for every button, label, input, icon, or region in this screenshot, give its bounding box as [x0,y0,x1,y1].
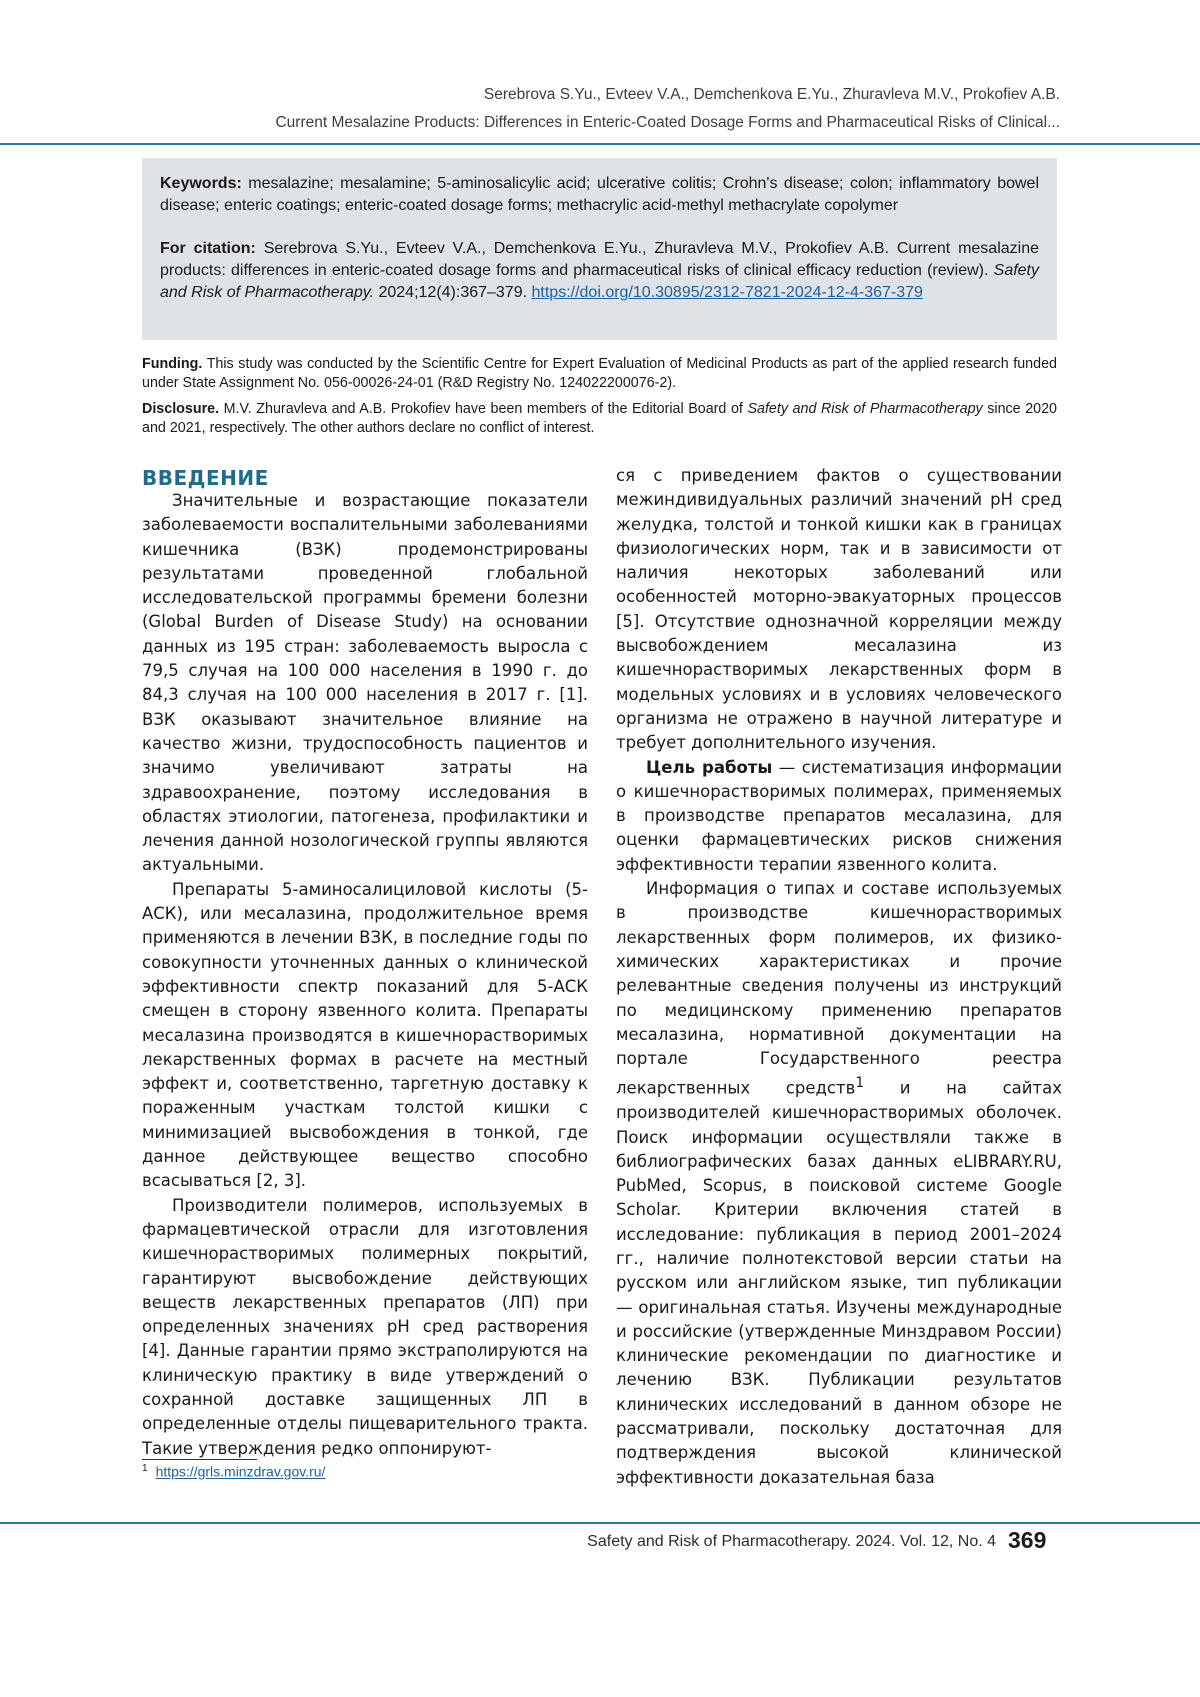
footer-journal: Safety and Risk of Pharmacotherapy. 2024. Vol. 12, No. 4 [587,1533,996,1550]
left-paragraph-1: Значительные и возрастающие показатели заболеваемости воспалительными заболеваниями кишечника (ВЗК) продемонстрированы результатами проведенной глобальной исследовательской программы бремени болезни (Global Burden of Disease Study) на основании данных из 195 стран: заболеваемость выросла с 79,5 случая на 100 000 населения в 1990 г. до 84,3 случая на 100 000 населения в 2017 г. [1]. ВЗК оказывают значительное влияние на качество жизни, трудоспособность пациентов и значимо увеличивают затраты на здравоохранение, поэтому исследования в областях этиологии, патогенеза, профилактики и лечения данной нозологической группы являются актуальными. [142,491,588,875]
disclosure-text-after: since 2020 and 2021, respectively. The other authors declare no conflict of interest. [142,401,1058,436]
right-paragraph-1: ся с приведением фактов о существовании межиндивидуальных различий значений pH сред желудка, толстой и тонкой кишки как в границах физиологических норм, так и в зависимости от наличия некоторых заболеваний или особенностей моторно-эвакуаторных процессов [5]. Отсутствие однозначной корреляции между высвобождением месалазина из кишечнорастворимых лекарственных форм в модельных условиях и в условиях человеческого организма не отражено в научной литературе и требует дополнительного изучения. [616,466,1062,753]
keywords [160,173,1039,217]
header-divider [0,143,1200,145]
citation-label: For citation: [160,240,256,257]
keywords-text: mesalazine; mesalamine; 5-aminosalicylic acid; ulcerative colitis; Crohn's disease; colon; inflammatory bowel disease; enteric coatings; enteric-coated dosage forms; methacrylic acid-methyl methacrylate copolymer [160,175,1039,214]
footnote-link[interactable]: https://grls.minzdrav.gov.ru/ [155,1463,326,1480]
left-paragraph-2: Препараты 5-аминосалициловой кислоты (5-АСК), или месалазина, продолжительное время применяются в лечении ВЗК, в последние годы по совокупности уточненных данных о клинической эффективности спектр показаний для 5-АСК смещен в сторону язвенного колита. Препараты месалазина производятся в кишечнорастворимых лекарственных формах в расчете на местный эффект и, соответственно, таргетную доставку к пораженным участкам толстой кишки с минимизацией высвобождения в тонкой, где данное действующее вещество способно всасываться [2, 3]. [142,879,588,1191]
citation [160,238,1039,304]
aim-label: Цель работы [646,757,773,777]
keywords-citation-box [142,158,1057,340]
methods-text-after: и на сайтах производителей кишечнорастворимых оболочек. Поиск информации осуществляли также в библиографических базах данных eLIBRARY.RU, PubMed, Scopus, в поисковой системе Google Scholar. Критерии включения статей в исследование: публикация в период 2001–2024 гг., наличие полнотекстовой версии статьи на русском или английском языке, тип публикации — оригинальная статья. Изучены международные и российские (утвержденные Минздравом России) клинические рекомендации по диагностике и лечению ВЗК. Публикации результатов клинических исследований в данном обзоре не рассматривали, поскольку достаточная для подтверждения высокой клинической эффективности доказательная база [616,1078,1062,1487]
running-header-authors: Serebrova S.Yu., Evteev V.A., Demchenkova E.Yu., Zhuravleva M.V., Prokofiev A.B. [483,86,1060,103]
disclosure-text-before: M.V. Zhuravleva and A.B. Prokofiev have been members of the Editorial Board of [219,401,748,417]
page-number: 369 [1008,1527,1047,1553]
disclosure-label: Disclosure. [142,401,220,417]
methods-text-before: Информация о типах и составе используемых в производстве кишечнорастворимых лекарственных форм полимеров, их физико-химических характеристиках и прочие релевантные сведения получены из инструкций по медицинскому применению препаратов месалазина, нормативной документации на портале Государственного реестра лекарственных средств [616,879,1062,1098]
disclosure-block [142,400,1057,438]
citation-details: 2024;12(4):367–379. [374,284,532,301]
citation-text: Serebrova S.Yu., Evteev V.A., Demchenkova E.Yu., Zhuravleva M.V., Prokofiev A.B. Current mesalazine products: differences in enteric-coated dosage forms and pharmaceutical risks of clinical efficacy reduction (review). [160,240,1040,279]
disclosure-journal: Safety and Risk of Pharmacotherapy [747,401,983,417]
funding-label: Funding. [142,356,203,372]
footer-divider [0,1522,1200,1524]
left-paragraph-3: Производители полимеров, используемых в фармацевтической отрасли для изготовления кишечнорастворимых полимерных покрытий, гарантируют высвобождение действующих веществ лекарственных препаратов (ЛП) при определенных значениях pH сред растворения [4]. Данные гарантии прямо экстраполируются на клиническую практику в виде утверждений о сохранной доставке защищенных ЛП в определенные отделы пищеварительного тракта. Такие утверждения редко оппонируют- [142,1195,588,1458]
footnote-mark: 1 [142,1463,148,1474]
right-paragraph-2 [616,756,1062,877]
aim-text: — систематизация информации о кишечнорастворимых полимерах, применяемых в производстве препаратов месалазина, для оценки фармацевтических рисков снижения эффективности терапии язвенного колита. [616,757,1062,874]
keywords-label: Keywords: [160,175,242,192]
footnote [142,1463,325,1480]
left-column [142,464,588,1461]
citation-doi-link[interactable]: https://doi.org/10.30895/2312-7821-2024-12-4-367-379 [531,284,923,301]
funding-block [142,355,1057,393]
right-column [616,464,1062,1490]
footnote-divider [142,1459,257,1460]
section-title: ВВЕДЕНИЕ [142,466,269,490]
running-header-title: Current Mesalazine Products: Differences in Enteric-Coated Dosage Forms and Pharmaceutical Risks of Clinical... [275,114,1060,131]
citation-journal: Safety and Risk of Pharmacotherapy. [160,262,1039,301]
right-paragraph-3 [616,877,1062,1490]
funding-text: This study was conducted by the Scientific Centre for Expert Evaluation of Medicinal Products as part of the applied research funded under State Assignment No. 056-00026-24-01 (R&D Registry No. 124022200076-2). [142,356,1057,391]
footnote-ref: 1 [855,1075,865,1092]
